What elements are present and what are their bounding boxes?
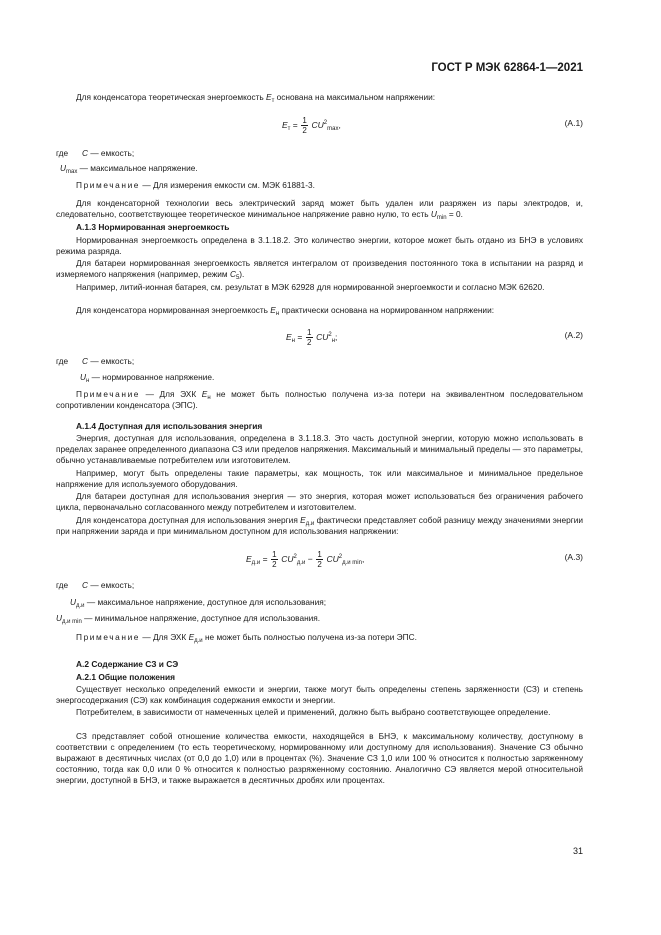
where-item-capacitance: C — емкость; [82, 356, 135, 366]
heading-a13: А.1.3 Нормированная энергоемкость [76, 222, 230, 232]
where-label: где [56, 148, 69, 158]
formula-a3: $E_{д.и}$ = $\frac{1}{2}$ $CU^2_{д.и}$ − $\frac{1}{2}$ $CU^2_{д.и min}$, [246, 550, 365, 569]
where-item-capacitance: C — емкость; [82, 580, 135, 590]
where-item-un: $U_н$ — нормированное напряжение. [80, 372, 215, 384]
paragraph-consumer-choice: Потребителем, в зависимости от намеченных целей и применений, должно быть выбрано соответствующее определение. [76, 707, 551, 717]
heading-a14: А.1.4 Доступная для использования энергия [76, 421, 263, 431]
paragraph-theoretical-energy: Для конденсатора теоретическая энергоемкость $E_т$ основана на максимальном напряжении: [76, 92, 436, 104]
document-header: ГОСТ Р МЭК 62864-1—2021 [431, 62, 583, 74]
note-2: Примечание — Для ЭХК $E_н$ не может быть полностью получена из-за потери на эквивалентном последовательном сопротивлении конденсатора (ЭПС). [56, 389, 583, 410]
note-1: Примечание — Для измерения емкости см. МЭК 61881-3. [76, 180, 315, 190]
where-label: где [56, 580, 69, 590]
where-item-udi: $U_{д.и}$ — максимальное напряжение, доступное для использования; [70, 597, 327, 609]
formula-a1: $E_т$ = $\frac{1}{2}$ $CU^2_{max}$, [282, 116, 341, 135]
paragraph-capacitor-rated-energy: Для конденсатора нормированная энергоемкость $E_н$ практически основана на нормированном напряжении: [76, 305, 495, 317]
where-item-udimin: $U_{д.и min}$ — минимальное напряжение, доступное для использования. [56, 613, 321, 625]
formula-a2: $E_н$ = $\frac{1}{2}$ $CU^2_н$; [286, 328, 338, 347]
note-3: Примечание — Для ЭХК $E_{д.и}$ не может быть полностью получена из-за потери ЭПС. [76, 632, 417, 644]
where-label: где [56, 356, 69, 366]
paragraph-soc-definition: СЗ представляет собой отношение количества емкости, находящейся в БНЭ, к максимальному количеству, доступному в соответствии с определением (то есть теоретическому, нормированному или доступному для использования). Значение СЗ обычно выражают в десятичных числах (от 0,0 до 1,0) или в процентах (%). Значение СЗ 1,0 или 100 % относится к полностью заряженному состоянию, тогда как 0,0 или 0 % относится к полностью разряженному состоянию. Аналогично СЭ является мерой относительной энергии, доступной в БНЭ, и также выражается в десятичных дробях или процентах. [56, 731, 583, 785]
page-number: 31 [572, 846, 583, 856]
paragraph-rated-energy-def: Нормированная энергоемкость определена в 3.1.18.2. Это количество энергии, которое может быть отдано из БНЭ в условиях режима разряда. [56, 235, 583, 256]
paragraph-capacitor-usable-energy: Для конденсатора доступная для использования энергия $E_{д.и}$ фактически представляет собой разницу между значениями энергии при напряжении заряда и при минимальном доступном для использования напряжении: [56, 515, 583, 536]
formula-a3-number: (A.3) [564, 552, 583, 562]
paragraph-parameters-example: Например, могут быть определены такие параметры, как мощность, ток или максимальное и минимальное предельное напряжение для используемого оборудования. [56, 468, 583, 489]
heading-a2: А.2 Содержание СЗ и СЭ [76, 659, 179, 669]
formula-a2-number: (A.2) [564, 330, 583, 340]
paragraph-battery-rated-energy: Для батареи нормированная энергоемкость является интегралом от произведения постоянного тока в испытании на разряд и измеряемого напряжения (например, режим $C_5$). [56, 258, 583, 281]
paragraph-definitions: Существует несколько определений емкости и энергии, также могут быть определены степень заряженности (СЗ) и степень энергосодержания (СЭ) как комбинация содержания емкости и энергии. [56, 684, 583, 705]
paragraph-capacitor-charge: Для конденсаторной технологии весь электрический заряд может быть удален или разряжен из пары электродов, и, следовательно, соответствующее теоретическое минимальное напряжение равно нулю, то есть $U_{min} = 0$. [56, 198, 583, 221]
paragraph-battery-usable-energy: Для батареи доступная для использования энергия — это энергия, которая может использоваться без ограничения рабочего цикла, первоначально согласованного между потребителем и изготовителем. [56, 491, 583, 512]
paragraph-usable-energy-def: Энергия, доступная для использования, определена в 3.1.18.3. Это часть доступной энергии, которую можно использовать в пределах заранее определенного диапазона СЗ или пределов напряжения. Максимальный и минимальный пределы — это параметры, обычно устанавливаемые потребителем или изготовителем. [56, 433, 583, 465]
where-item-umax: $U_{max}$ — максимальное напряжение. [60, 163, 198, 175]
formula-a1-number: (A.1) [564, 118, 583, 128]
heading-a21: А.2.1 Общие положения [76, 672, 175, 682]
where-item-capacitance: C — емкость; [82, 148, 135, 158]
paragraph-li-ion-example: Например, литий-ионная батарея, см. результат в МЭК 62928 для нормированной энергоемкости и согласно МЭК 62620. [76, 282, 545, 292]
